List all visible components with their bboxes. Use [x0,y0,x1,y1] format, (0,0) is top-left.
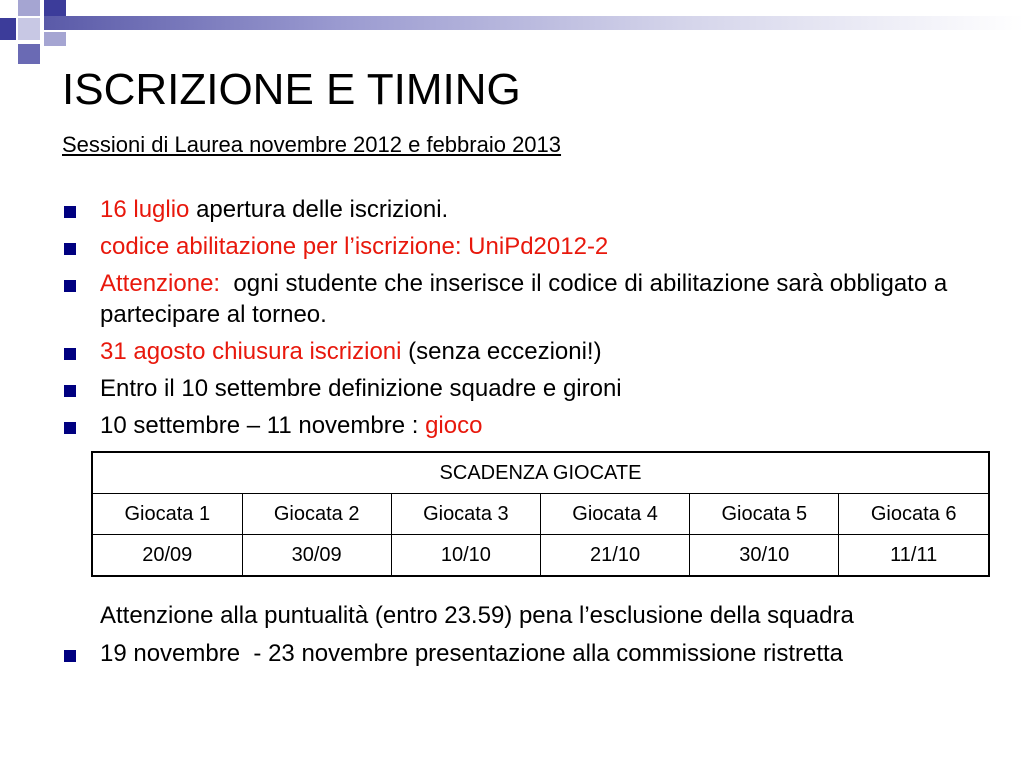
bullet-list [62,194,992,447]
bullet-highlight: 31 agosto chiusura iscrizioni [100,338,402,365]
square-bullet-icon [64,206,76,218]
deco-square-light-1 [18,0,40,16]
table-date-cell: 11/11 [839,535,989,577]
table-date-cell: 30/10 [690,535,839,577]
bullet-text: 10 settembre – 11 novembre : [100,412,426,439]
square-bullet-icon [64,280,76,292]
punctuality-note: Attenzione alla puntualità (entro 23.59) pena l’esclusione della squadra [100,602,854,629]
square-bullet-icon [64,243,76,255]
table-date-cell: 10/10 [391,535,540,577]
bullet-highlight: Attenzione: [100,270,221,297]
square-bullet-icon [64,650,76,662]
deco-square-dark-3 [18,44,40,64]
table-caption: SCADENZA GIOCATE [92,452,989,494]
table-header-cell: Giocata 3 [391,494,540,535]
bullet-item-opening [62,194,992,225]
deco-square-light-3 [44,32,66,46]
square-bullet-icon [64,348,76,360]
table-date-cell: 30/09 [242,535,391,577]
bullet-text: 19 novembre - 23 novembre presentazione alla commissione ristretta [100,640,844,667]
table-header-cell: Giocata 2 [242,494,391,535]
table-row [92,535,989,577]
square-bullet-icon [64,385,76,397]
deco-square-dark-2 [0,18,16,40]
bullet-text: ogni studente che inserisce il codice di abilitazione sarà obbligato a partecipare al torneo. [100,270,954,328]
bullet-item-code [62,231,992,262]
table-caption-row [92,452,989,494]
bullet-text: apertura delle iscrizioni. [189,196,449,223]
table-header-cell: Giocata 5 [690,494,839,535]
deco-square-light-2 [18,18,40,40]
bullet-item-presentation [62,638,1002,669]
bullet-highlight: gioco [425,412,483,439]
bullet-highlight: 16 luglio [100,196,190,223]
table-date-cell: 21/10 [540,535,689,577]
slide-title: ISCRIZIONE E TIMING [62,65,521,114]
bullet-highlight: codice abilitazione per l’iscrizione: UniPd2012-2 [100,233,609,260]
table-header-row [92,494,989,535]
table-header-cell: Giocata 6 [839,494,989,535]
final-bullet-list [62,638,1002,669]
decorative-gradient-bar [44,16,1024,30]
deadline-table [91,451,990,577]
bullet-text: Entro il 10 settembre definizione squadre e gironi [100,375,622,402]
bullet-item-game-period [62,410,992,441]
bullet-item-closing [62,336,992,367]
bullet-item-teams [62,373,992,404]
bullet-text: (senza eccezioni!) [401,338,602,365]
table-header-cell: Giocata 1 [92,494,242,535]
table-date-cell: 20/09 [92,535,242,577]
bullet-item-warning [62,268,992,330]
deco-square-dark-1 [44,0,66,16]
table-header-cell: Giocata 4 [540,494,689,535]
slide-subtitle: Sessioni di Laurea novembre 2012 e febbraio 2013 [62,132,562,157]
square-bullet-icon [64,422,76,434]
